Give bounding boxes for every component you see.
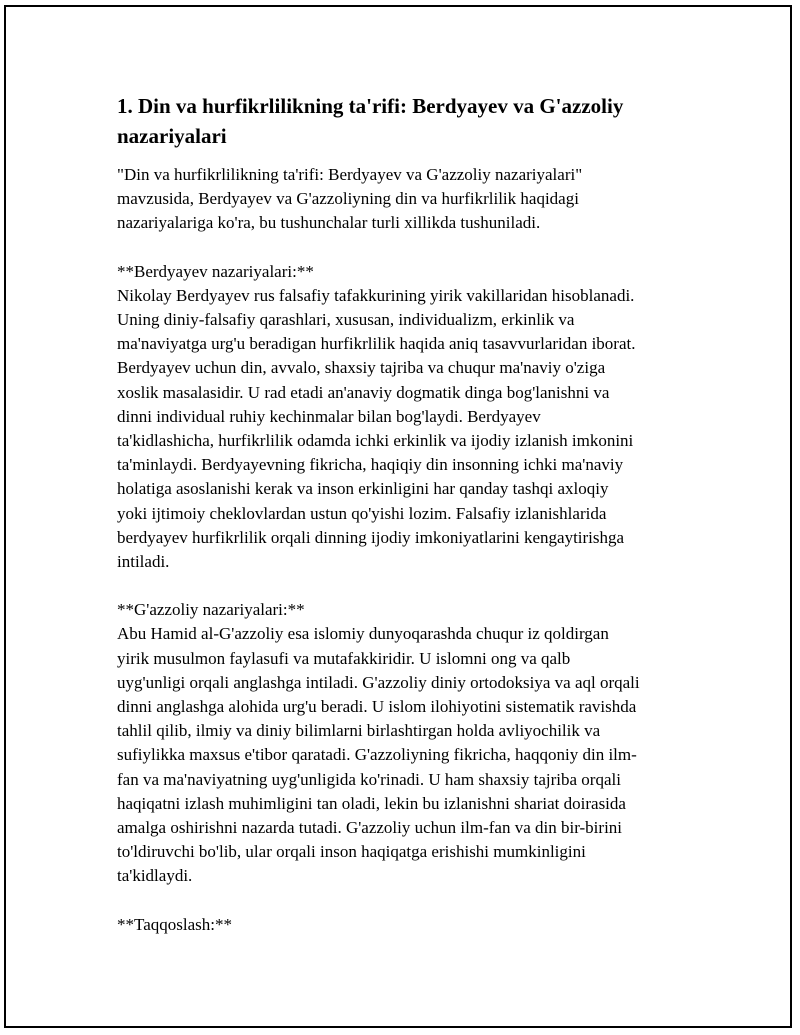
- document-body: [117, 91, 687, 961]
- intro-paragraph: "Din va hurfikrlilikning ta'rifi: Berdyayev va G'azzoliy nazariyalari" mavzusida, Berdyayev va G'azzoliyning din va hurfikrlilik haqidagi nazariyalariga ko'ra, bu tushunchalar turli xillikda tushuniladi.: [117, 165, 583, 233]
- berdyayev-section: **Berdyayev nazariyalari:** Nikolay Berdyayev rus falsafiy tafakkurining yirik vakillaridan hisoblanadi. Uning diniy-falsafiy qarashlari, xususan, individualizm, erkinlik va ma'naviyatga urg'u beradigan hurfikrlilik haqida aniq tasavvurlaridan iborat. Berdyayev uchun din, avvalo, shaxsiy tajriba va chuqur ma'naviy o'ziga xoslik masalasidir. U rad etadi an'anaviy dogmatik dinga bog'lanishni va dinni individual ruhiy kechinmalar bilan bog'laydi. Berdyayev ta'kidlashicha, hurfikrlilik odamda ichki erkinlik va ijodiy izlanish imkonini ta'minlaydi. Berdyayevning fikricha, haqiqiy din insonning ichki ma'naviy holatiga asoslanishi kerak va inson erkinligini har qanday tashqi axloqiy yoki ijtimoiy cheklovlardan ustun qo'yishi lozim. Falsafiy izlanishlarida berdyayev hurfikrlilik orqali dinning ijodiy imkoniyatlarini kengaytirishga intiladi.: [117, 261, 636, 572]
- comparison-heading: **Taqqoslash:**: [117, 914, 232, 934]
- document-title: 1. Din va hurfikrlilikning ta'rifi: Berdyayev va G'azzoliy nazariyalari: [117, 94, 624, 148]
- gazzoliy-section: **G'azzoliy nazariyalari:** Abu Hamid al-G'azzoliy esa islomiy dunyoqarashda chuqur iz qoldirgan yirik musulmon faylasufi va mutafakkiridir. U islomni ong va qalb uyg'unligi orqali anglashga intiladi. G'azzoliy diniy ortodoksiya va aql orqali dinni anglashga alohida urg'u beradi. U islom ilohiyotini sistematik ravishda tahlil qilib, ilmiy va diniy bilimlarni birlashtirgan holda avliyochilik va sufiylikka maxsus e'tibor qaratadi. G'azzoliyning fikricha, haqqoniy din ilm- fan va ma'naviyatning uyg'unligida ko'rinadi. U ham shaxsiy tajriba orqali haqiqatni izlash muhimligini tan oladi, lekin bu izlanishni shariat doirasida amalga oshirishni nazarda tutadi. G'azzoliy uchun ilm-fan va din bir-birini to'ldiruvchi bo'lib, ular orqali inson haqiqatga erishishi mumkinligini ta'kidlaydi.: [117, 600, 640, 886]
